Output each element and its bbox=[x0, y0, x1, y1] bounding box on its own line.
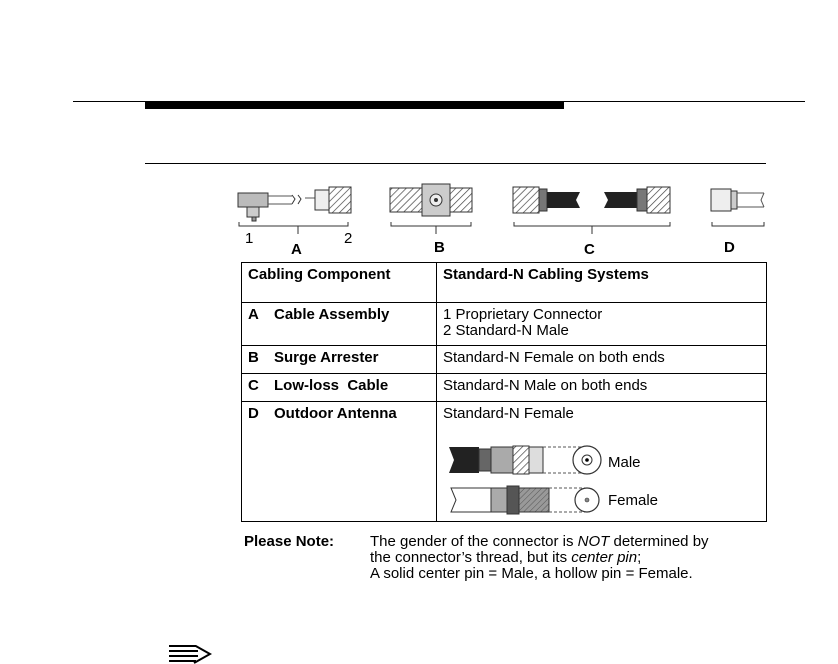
system-line: Standard-N Male on both ends bbox=[443, 377, 648, 394]
cable-assembly-drawing bbox=[238, 187, 351, 234]
low-loss-cable-drawing bbox=[513, 187, 670, 234]
component-letter: D bbox=[248, 405, 259, 422]
header-standard-n: Standard-N Cabling Systems bbox=[437, 263, 767, 303]
system-cell bbox=[437, 374, 767, 402]
component-cell bbox=[242, 303, 437, 346]
label-c: C bbox=[584, 241, 595, 258]
component-name: Outdoor Antenna bbox=[274, 405, 397, 422]
component-letter: B bbox=[248, 349, 259, 366]
label-a: A bbox=[291, 241, 302, 258]
note-line-2-end: ; bbox=[637, 549, 642, 566]
system-line: Standard-N Female on both ends bbox=[443, 349, 665, 366]
female-legend: Female bbox=[608, 492, 659, 509]
component-letter: A bbox=[248, 306, 259, 323]
note-line-2-start: the connector’s thread, but its bbox=[370, 549, 572, 566]
system-line: 1 Proprietary Connector bbox=[443, 306, 603, 323]
header-cabling-component: Cabling Component bbox=[242, 263, 437, 303]
system-line: 2 Standard-N Male bbox=[443, 322, 569, 339]
label-d: D bbox=[724, 239, 735, 256]
component-cell bbox=[242, 374, 437, 402]
component-name: Cable Assembly bbox=[274, 306, 390, 323]
label-b: B bbox=[434, 239, 445, 256]
table-header-row bbox=[242, 263, 767, 303]
note-arrow-icon bbox=[168, 645, 212, 664]
male-legend: Male bbox=[608, 454, 641, 471]
note-text bbox=[370, 534, 709, 582]
component-cell bbox=[242, 346, 437, 374]
table-row bbox=[242, 402, 767, 522]
note-line-2 bbox=[370, 550, 709, 566]
note-emphasis-not: NOT bbox=[577, 533, 610, 550]
label-a-2: 2 bbox=[344, 230, 353, 247]
system-cell bbox=[437, 303, 767, 346]
system-cell bbox=[437, 402, 767, 522]
note-line-1 bbox=[370, 534, 709, 550]
table-row bbox=[242, 303, 767, 346]
note-emphasis-center-pin: center pin bbox=[571, 549, 638, 566]
system-line: Standard-N Female bbox=[443, 405, 574, 422]
component-name: Low-loss Cable bbox=[274, 377, 389, 394]
note-label: Please Note: bbox=[244, 533, 335, 550]
component-name: Surge Arrester bbox=[274, 349, 379, 366]
component-cell bbox=[242, 402, 437, 522]
table-row bbox=[242, 346, 767, 374]
component-letter: C bbox=[248, 377, 259, 394]
label-a-1: 1 bbox=[245, 230, 254, 247]
table-row bbox=[242, 374, 767, 402]
outdoor-antenna-drawing bbox=[711, 189, 764, 226]
note-line-1-start: The gender of the connector is bbox=[370, 533, 578, 550]
note-line-3: A solid center pin = Male, a hollow pin = Female. bbox=[370, 565, 693, 582]
cabling-table bbox=[241, 262, 767, 522]
surge-arrester-drawing bbox=[390, 184, 472, 234]
system-cell bbox=[437, 346, 767, 374]
note-line-1-end: determined by bbox=[609, 533, 709, 550]
